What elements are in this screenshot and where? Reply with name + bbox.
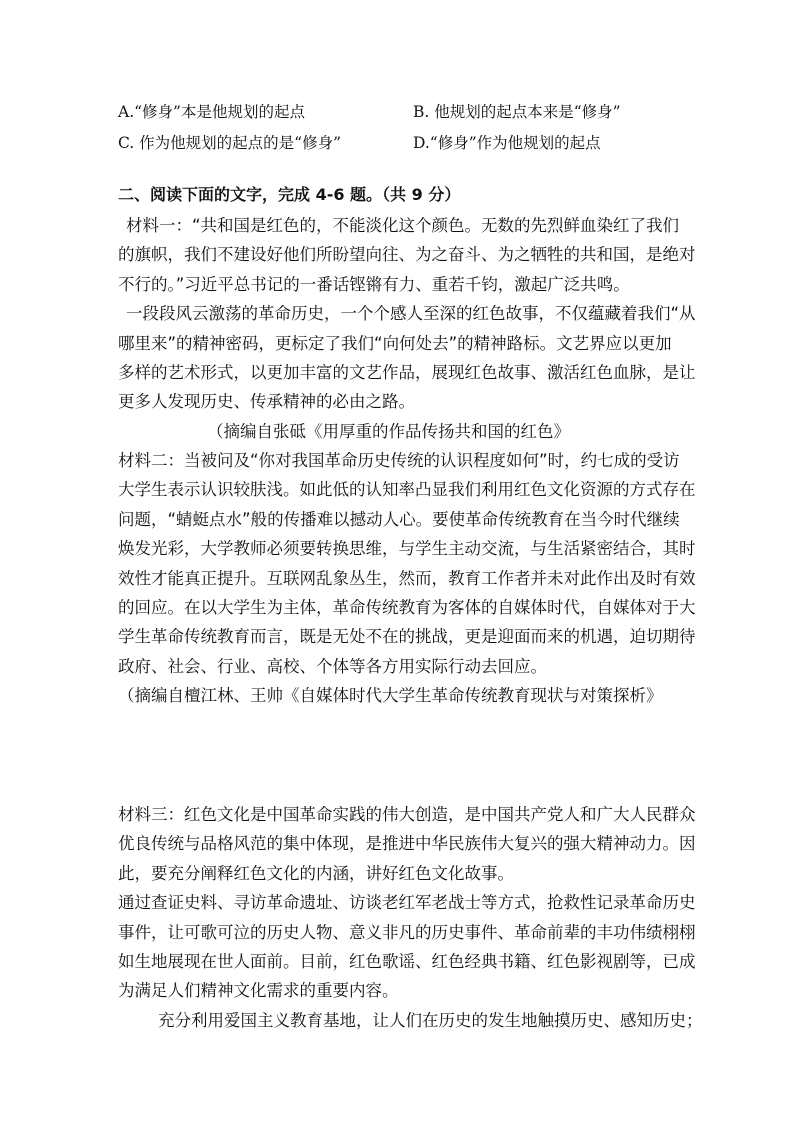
material-3-line: 事件，让可歌可泣的历史人物、意义非凡的历史事件、革命前辈的丰功伟绩栩栩	[118, 922, 696, 942]
option-a: A.“修身”本是他规划的起点	[118, 103, 305, 121]
material-3-line: 为满足人们精神文化需求的重要内容。	[118, 981, 399, 1001]
material-1	[118, 211, 696, 446]
section-heading: 二、阅读下面的文字，完成 4-6 题。（共 9 分）	[118, 185, 461, 204]
material-3-line: 此，要充分阐释红色文化的内涵，讲好红色文化故事。	[118, 863, 514, 883]
material-2-line: 焕发光彩，大学教师必须要转换思维，与学生主动交流，与生活紧密结合，其时	[118, 539, 696, 559]
material-3-line: 如生地展现在世人面前。目前，红色歌谣、红色经典书籍、红色影视剧等，已成	[118, 951, 696, 971]
material-1-line: 多样的艺术形式，以更加丰富的文艺作品，展现红色故事、激活红色血脉，是让	[118, 362, 696, 382]
material-3-line: 通过查证史料、寻访革命遗址、访谈老红军老战士等方式，抢救性记录革命历史	[118, 893, 696, 913]
material-2-line: 大学生表示认识较肤浅。如此低的认知率凸显我们利用红色文化资源的方式存在	[118, 480, 696, 500]
material-2	[118, 446, 696, 711]
material-2-line: 问题，“蜻蜓点水”般的传播难以撼动人心。要使革命传统教育在当今时代继续	[118, 509, 680, 529]
material-3	[118, 800, 703, 1035]
material-1-line: 材料一：“共和国是红色的，不能淡化这个颜色。无数的先烈鲜血染红了我们	[126, 216, 680, 235]
material-2-source: （摘编自檀江林、王帅《自媒体时代大学生革命传统教育现状与对策探析》	[118, 686, 663, 706]
option-c: C. 作为他规划的起点的是“修身”	[118, 134, 342, 152]
material-1-line: 更多人发现历史、传承精神的必由之路。	[118, 392, 415, 412]
option-d: D.“修身”作为他规划的起点	[413, 134, 601, 152]
material-2-line: 的回应。在以大学生为主体，革命传统教育为客体的自媒体时代，自媒体对于大	[118, 597, 696, 617]
option-b: B. 他规划的起点本来是“修身”	[413, 103, 621, 121]
material-1-line: 一段段风云激荡的革命历史，一个个感人至深的红色故事，不仅蕴藏着我们“从	[126, 304, 696, 324]
material-3-line: 优良传统与品格风范的集中体现，是推进中华民族伟大复兴的强大精神动力。因	[118, 834, 696, 854]
material-3-line: 充分利用爱国主义教育基地，让人们在历史的发生地触摸历史、感知历史；	[158, 1010, 703, 1030]
material-2-line: 材料二：当被问及“你对我国革命历史传统的认识程度如何”时，约七成的受访	[118, 451, 680, 470]
material-2-line: 效性才能真正提升。互联网乱象丛生，然而，教育工作者并未对此作出及时有效	[118, 568, 696, 588]
material-1-source: （摘编自张砥《用厚重的作品传扬共和国的红色》	[207, 421, 570, 441]
options-row-ab	[118, 100, 718, 124]
material-1-line: 的旗帜，我们不建设好他们所盼望向往、为之奋斗、为之牺牲的共和国，是绝对	[118, 245, 696, 265]
material-3-line: 材料三：红色文化是中国革命实践的伟大创造，是中国共产党人和广大人民群众	[118, 805, 696, 824]
material-1-line: 不行的。”习近平总书记的一番话铿锵有力、重若千钧，激起广泛共鸣。	[118, 274, 630, 294]
material-2-line: 学生革命传统教育而言，既是无处不在的挑战，更是迎面而来的机遇，迫切期待	[118, 627, 696, 647]
material-1-line: 哪里来”的精神密码，更标定了我们“向何处去”的精神路标。文艺界应以更加	[118, 333, 672, 353]
options-row-cd	[118, 131, 718, 155]
material-2-line: 政府、社会、行业、高校、个体等各方用实际行动去回应。	[118, 656, 547, 676]
